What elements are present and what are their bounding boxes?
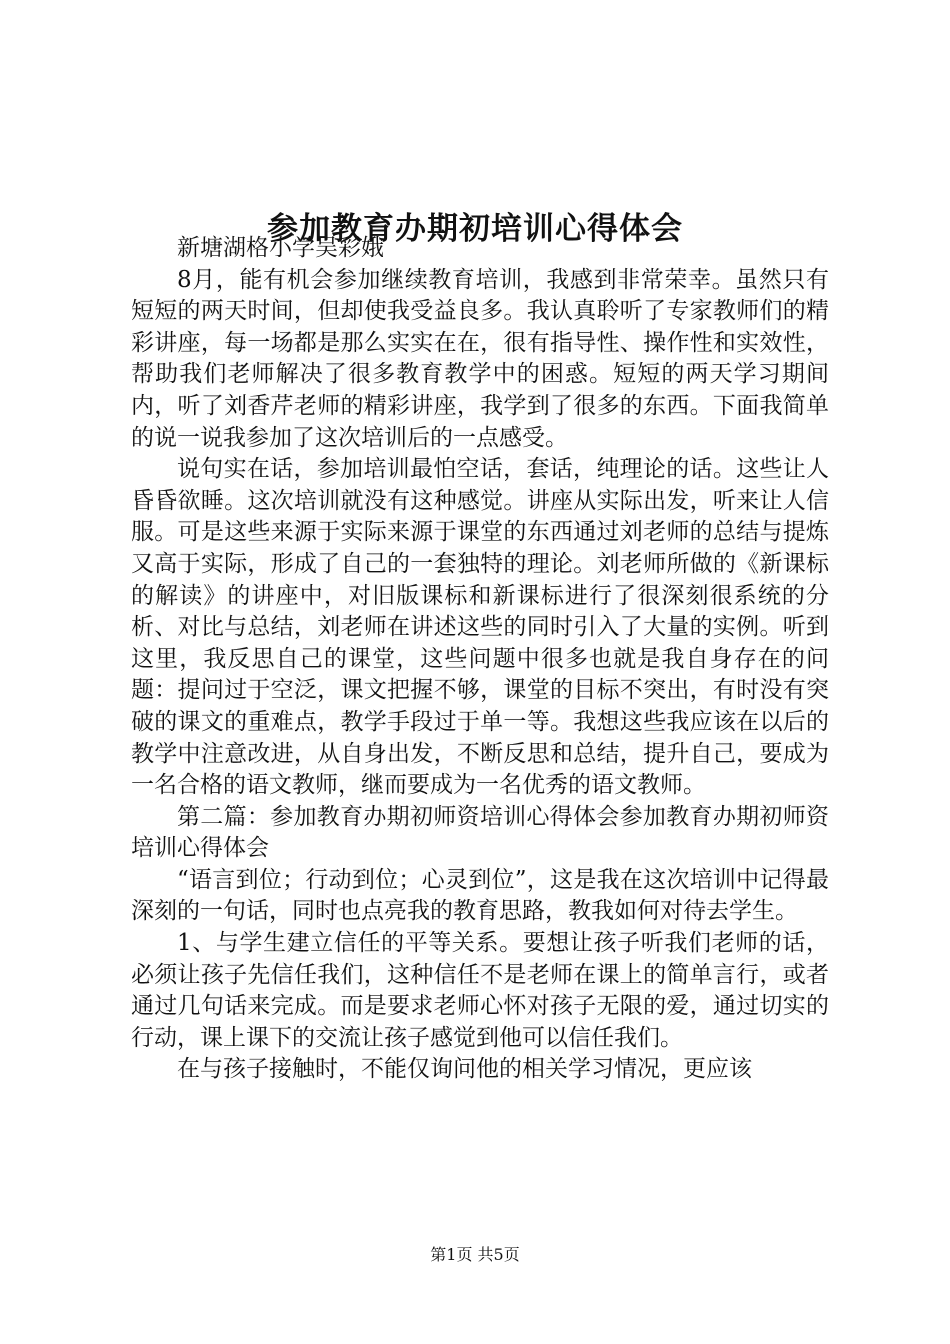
paragraph-2: 说句实在话，参加培训最怕空话，套话，纯理论的话。这些让人昏昏欲睡。这次培训就没有这种感觉。讲座从实际出发，听来让人信服。可是这些来源于实际来源于课堂的东西通过刘老师的总结与提炼又高于实际，形成了自己的一套独特的理论。刘老师所做的《新课标的解读》的讲座中，对旧版课标和新课标进行了很深刻很系统的分析、对比与总结，刘老师在讲述这些的同时引入了大量的实例。听到这里，我反思自己的课堂，这些问题中很多也就是我自身存在的问题：提问过于空泛，课文把握不够，课堂的目标不突出，有时没有突破的课文的重难点，教学手段过于单一等。我想这些我应该在以后的教学中注意改进，从自身出发，不断反思和总结，提升自己，要成为一名合格的语文教师，继而要成为一名优秀的语文教师。: [131, 456, 829, 799]
paragraph-1: 8月，能有机会参加继续教育培训，我感到非常荣幸。虽然只有短短的两天时间，但却使我受益良多。我认真聆听了专家教师们的精彩讲座，每一场都是那么实实在在，很有指导性、操作性和实效性，帮助我们老师解决了很多教育教学中的困惑。短短的两天学习期间内，听了刘香芹老师的精彩讲座，我学到了很多的东西。下面我简单的说一说我参加了这次培训后的一点感受。: [131, 266, 829, 451]
paragraph-5: 1、与学生建立信任的平等关系。要想让孩子听我们老师的话，必须让孩子先信任我们，这种信任不是老师在课上的简单言行，或者通过几句话来完成。而是要求老师心怀对孩子无限的爱，通过切实的行动，课上课下的交流让孩子感觉到他可以信任我们。: [131, 930, 829, 1051]
paragraph-4: “语言到位；行动到位；心灵到位”，这是我在这次培训中记得最深刻的一句话，同时也点亮我的教育思路，教我如何对待去学生。: [131, 866, 829, 925]
document-body: [131, 233, 829, 1086]
page-footer: 第1页 共5页: [430, 1245, 520, 1264]
paragraph-3: 第二篇：参加教育办期初师资培训心得体会参加教育办期初师资培训心得体会: [131, 803, 829, 862]
document-title: 参加教育办期初培训心得体会: [267, 210, 683, 247]
author-line: 新塘湖格小学吴彩娥: [177, 235, 384, 261]
paragraph-6: 在与孩子接触时，不能仅询问他的相关学习情况，更应该: [177, 1056, 752, 1083]
